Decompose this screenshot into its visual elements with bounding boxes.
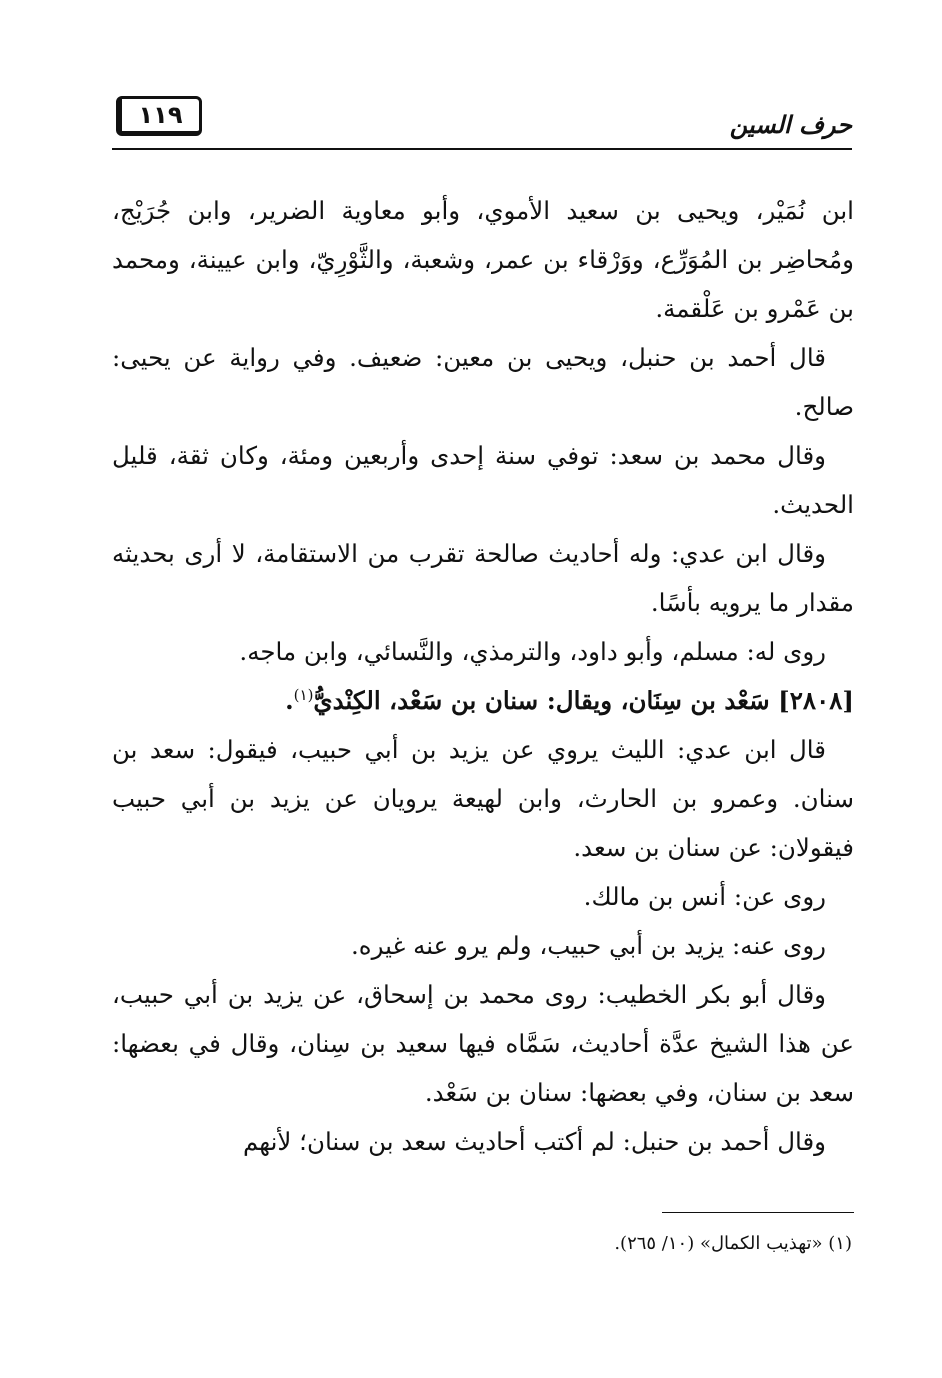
paragraph-6: قال ابن عدي: الليث يروي عن يزيد بن أبي حبيب، فيقول: سعد بن سنان. وعمرو بن الحارث، وابن لهيعة يرويان عن يزيد بن أبي حبيب فيقولان: عن سنان بن سعد. <box>112 735 854 862</box>
paragraph-9: وقال أبو بكر الخطيب: روى محمد بن إسحاق، عن يزيد بن أبي حبيب، عن هذا الشيخ عدَّة أحاديث، سَمَّاه فيها سعيد بن سِنان، وقال في بعضها: سعد بن سنان، وفي بعضها: سنان بن سَعْد. <box>112 980 854 1107</box>
footnote-divider <box>662 1212 854 1213</box>
paragraph-7: روى عن: أنس بن مالك. <box>583 882 826 911</box>
paragraph-10: وقال أحمد بن حنبل: لم أكتب أحاديث سعد بن سنان؛ لأنهم <box>243 1127 826 1156</box>
paragraph-8: روى عنه: يزيد بن أبي حبيب، ولم يرو عنه غيره. <box>350 931 826 960</box>
entry-heading-end: . <box>285 686 294 715</box>
paragraph-3: وقال محمد بن سعد: توفي سنة إحدى وأربعين ومئة، وكان ثقة، قليل الحديث. <box>112 441 854 519</box>
entry-heading <box>112 676 854 725</box>
main-text <box>112 186 854 1166</box>
paragraph-1: ابن نُمَيْر، ويحيى بن سعيد الأموي، وأبو معاوية الضرير، وابن جُرَيْج، ومُحاضِر بن المُوَرِّع، ووَرْقاء بن عمر، وشعبة، والثَّوْرِيّ، وابن عيينة، ومحمد بن عَمْرو بن عَلْقمة. <box>112 196 854 323</box>
paragraph-2: قال أحمد بن حنبل، ويحيى بن معين: ضعيف. وفي رواية عن يحيى: صالح. <box>112 343 854 421</box>
page-number: ١١٩ <box>116 96 202 136</box>
page-header <box>112 92 852 154</box>
footnote-marker: (١) <box>293 685 314 704</box>
paragraph-5: روى له: مسلم، وأبو داود، والترمذي، والنَّسائي، وابن ماجه. <box>239 637 826 666</box>
running-title: حرف السين <box>729 110 852 139</box>
header-divider <box>112 148 852 150</box>
paragraph-4: وقال ابن عدي: وله أحاديث صالحة تقرب من الاستقامة، لا أرى بحديثه مقدار ما يرويه بأسًا. <box>112 539 854 617</box>
entry-heading-text: [٢٨٠٨] سَعْد بن سِنَان، ويقال: سنان بن سَعْد، الكِنْديُّ <box>313 686 854 715</box>
footnote-1: (١) «تهذيب الكمال» (١٠/ ٢٦٥). <box>614 1233 852 1254</box>
